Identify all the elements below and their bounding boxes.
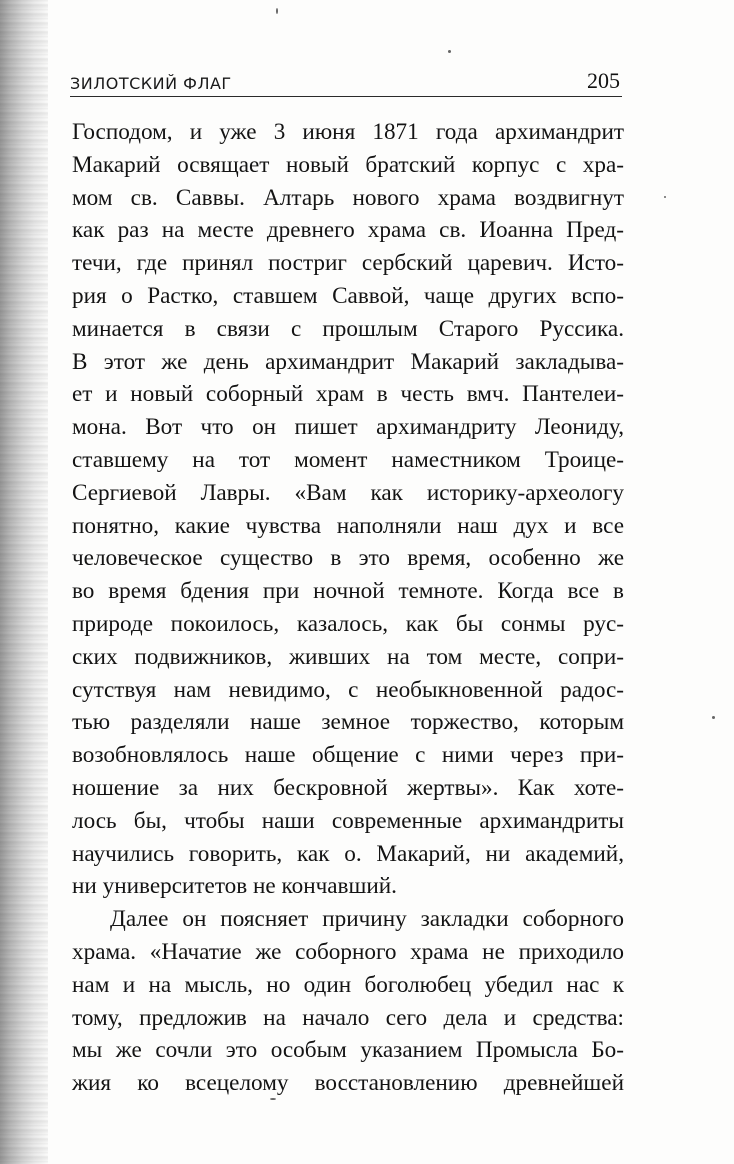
text-line: мом св. Саввы. Алтарь нового храма воздвигнут	[72, 184, 624, 211]
text-line: ет и новый соборный храм в честь вмч. Пантелеи-	[72, 381, 624, 408]
scan-speck	[270, 1098, 276, 1100]
text-line: рия о Растко, ставшем Саввой, чаще других вспо-	[72, 282, 624, 309]
text-line: Сергиевой Лавры. «Вам как историку-археологу	[72, 479, 624, 506]
text-line: минается в связи с прошлым Старого Руссика.	[72, 315, 624, 342]
text-line: нам и на мысль, но один боголюбец убедил нас к	[72, 971, 624, 998]
running-title: ЗИЛОТСКИЙ ФЛАГ	[70, 74, 232, 93]
text-line: мона. Вот что он пишет архимандриту Леониду,	[72, 414, 624, 441]
text-line: тому, предложив на начало сего дела и средства:	[72, 1004, 624, 1031]
text-line: Макарий освящает новый братский корпус с хра-	[72, 151, 624, 178]
text-line: как раз на месте древнего храма св. Иоанна Пред-	[72, 217, 624, 244]
text-line: во время бдения при ночной темноте. Когда все в	[72, 578, 624, 605]
text-line: ских подвижников, живших на том месте, сопри-	[72, 643, 624, 670]
page-number: 205	[587, 68, 620, 93]
text-line: жия ко всецелому восстановлению древнейшей	[72, 1070, 624, 1097]
text-line: понятно, какие чувства наполняли наш дух и все	[72, 512, 624, 539]
text-line: течи, где принял постриг сербский царевич. Исто-	[72, 250, 624, 277]
scan-speck	[712, 716, 715, 719]
text-line: сутствуя нам невидимо, с необыкновенной радос-	[72, 676, 624, 703]
scan-speck	[448, 50, 451, 53]
binding-shadow	[0, 0, 48, 1164]
paragraph-end-line: ни университетов не кончавший.	[72, 873, 397, 900]
text-line: ставшему на тот момент наместником Троице-	[72, 446, 624, 473]
text-line: ношение за них бескровной жертвы». Как хоте-	[72, 774, 624, 801]
scan-speck	[664, 196, 666, 198]
text-line: научились говорить, как о. Макарий, ни академий,	[72, 840, 624, 867]
body-text	[72, 116, 624, 1100]
text-line: храма. «Начатие же соборного храма не приходило	[72, 938, 624, 965]
text-line: В этот же день архимандрит Макарий закладыва-	[72, 348, 624, 375]
text-line: природе покоилось, казалось, как бы сонмы рус-	[72, 610, 624, 637]
text-line: возобновлялось наше общение с ними через при-	[72, 742, 624, 769]
text-line: лось бы, чтобы наши современные архимандриты	[72, 807, 624, 834]
text-line: тью разделяли наше земное торжество, которым	[72, 709, 624, 736]
page-header	[70, 70, 622, 97]
text-line: Господом, и уже 3 июня 1871 года архимандрит	[72, 119, 624, 145]
scan-speck	[276, 8, 278, 14]
text-line: мы же сочли это особым указанием Промысла Бо-	[72, 1037, 624, 1064]
text-line: человеческое существо в это время, особенно же	[72, 545, 624, 572]
paragraph-first-line: Далее он поясняет причину закладки соборного	[110, 906, 624, 933]
